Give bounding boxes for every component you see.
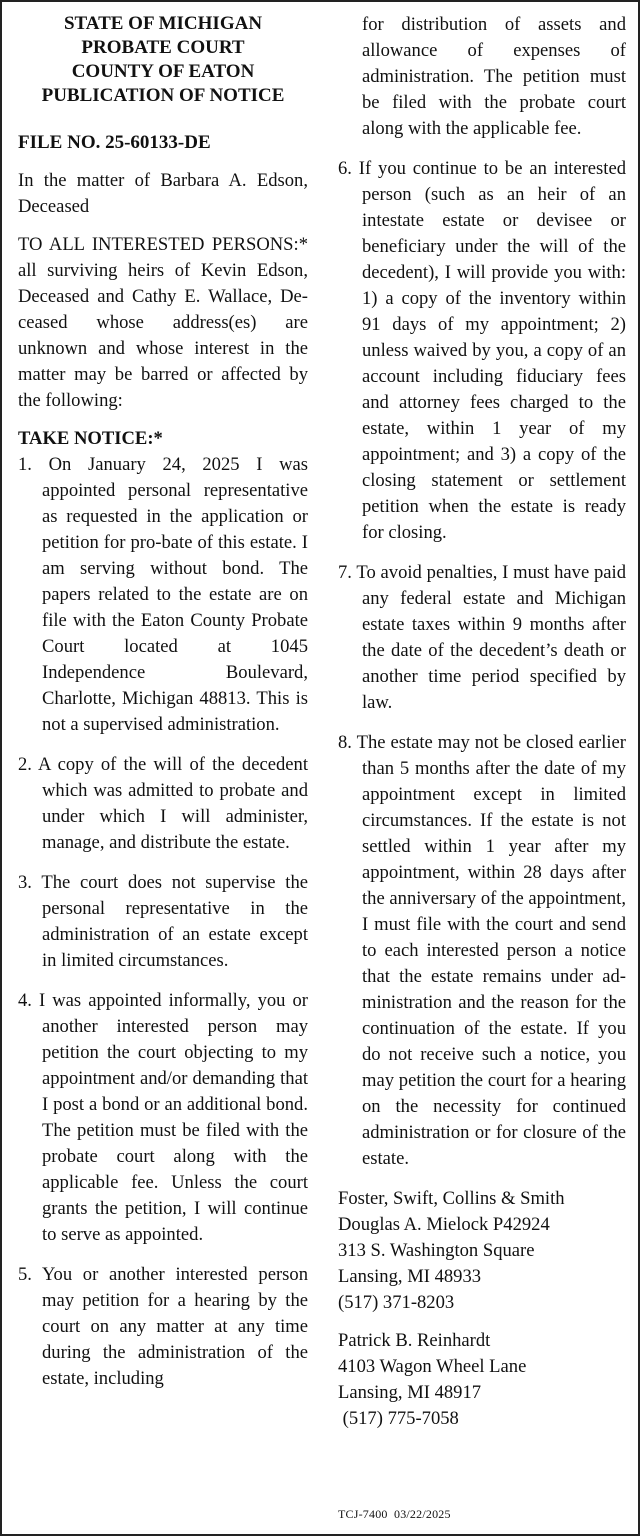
notice-item-1: 1. On January 24, 2025 I was appointed personal representative as requested in the application or petition for pro-bate of this estate. I am serving without bond. The papers related to the estate are on file with the Eaton County Probate Court located at 1045 Independence Boulevard, Charlotte, Michigan 48813. This is not a supervised administration. xyxy=(18,454,308,735)
notice-item-8: 8. The estate may not be closed earlier than 5 months after the date of my appointment except in limited circumstances. If the estate is not settled within 1 year after my appointment, within 28 days after the anniversary of the appointment, I must file with the court and send to each interested person a notice that the estate remains under ad-ministration and the reason for the continuation of the estate. If you do not receive such a notice, you may petition the court for a hearing on the necessity for continued administration or for closure of the estate. xyxy=(338,732,626,1169)
representative-address: 4103 Wagon Wheel Lane xyxy=(338,1356,527,1377)
left-column xyxy=(18,2,308,1406)
representative-city: Lansing, MI 48917 xyxy=(338,1382,482,1403)
attorney-phone: (517) 371-8203 xyxy=(338,1292,455,1313)
notice-item-7: 7. To avoid penalties, I must have paid any federal estate and Michigan estate taxes within 9 months after the date of the decedent’s death or another time period specified by law. xyxy=(338,562,626,713)
notice-item-5: 5. You or another interested person may petition for a hearing by the court on any matter at any time during the administration of the estate, including xyxy=(18,1264,308,1389)
representative-block xyxy=(338,1328,626,1432)
attorney-firm: Foster, Swift, Collins & Smith xyxy=(338,1188,565,1209)
notice-heading xyxy=(18,12,308,108)
representative-phone: (517) 775-7058 xyxy=(338,1408,459,1429)
notice-item-4: 4. I was appointed informally, you or another interested person may petition the court objecting to my appointment and/or demanding that I post a bond or an additional bond. The petition must be filed with the probate court along with the applicable fee. Unless the court grants the petition, I will continue to serve as appointed. xyxy=(18,990,308,1245)
attorney-city: Lansing, MI 48933 xyxy=(338,1266,482,1287)
heading-state: STATE OF MICHIGAN xyxy=(63,13,263,34)
representative-name: Patrick B. Reinhardt xyxy=(338,1330,491,1351)
heading-court: PROBATE COURT xyxy=(81,37,245,58)
notice-item-5-continued: for distribution of assets and allowance of expenses of administration. The petition must be filed with the probate court along with the applicable fee. xyxy=(362,14,626,139)
interested-persons-text: TO ALL INTERESTED PERSONS:* all surviving heirs of Kevin Edson, Deceased and Cathy E. Wallace, De-ceased whose address(es) are unknown and whose interest in the matter may be barred or affected by the following: xyxy=(18,234,308,411)
heading-county: COUNTY OF EATON xyxy=(71,61,255,82)
right-column xyxy=(338,2,626,1444)
attorney-address: 313 S. Washington Square xyxy=(338,1240,535,1261)
reference-code: TCJ-7400 03/22/2025 xyxy=(338,1507,451,1521)
attorney-block xyxy=(338,1186,626,1316)
take-notice-label: TAKE NOTICE:* xyxy=(18,428,163,449)
file-number: FILE NO. 25-60133-DE xyxy=(18,132,211,153)
notice-item-3: 3. The court does not supervise the personal representative in the administration of an estate except in limited circumstances. xyxy=(18,872,308,971)
notice-item-2: 2. A copy of the will of the decedent which was admitted to probate and under which I will administer, manage, and distribute the estate. xyxy=(18,754,308,853)
matter-text: In the matter of Barbara A. Edson, Deceased xyxy=(18,170,308,217)
heading-publication: PUBLICATION OF NOTICE xyxy=(41,85,285,106)
attorney-name: Douglas A. Mielock P42924 xyxy=(338,1214,550,1235)
notice-item-6: 6. If you continue to be an interested person (such as an heir of an intestate estate or devisee or beneficiary under the will of the decedent), I will provide you with: 1) a copy of the inventory within 91 days of my appointment; 2) unless waived by you, a copy of an account including fiduciary fees and attorney fees charged to the estate, within 1 year of my appointment; and 3) a copy of the closing statement or settlement petition when the estate is ready for closing. xyxy=(338,158,626,543)
